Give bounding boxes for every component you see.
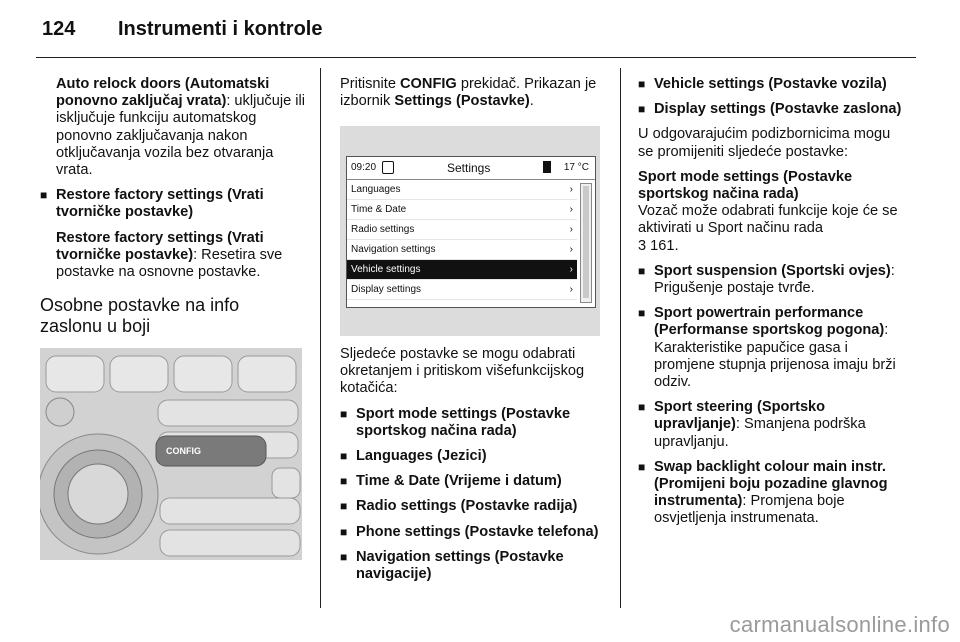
section-heading: Osobne postavke na info zaslonu u boji	[40, 295, 240, 337]
screen-menu-item[interactable]: Display settings ›	[347, 280, 577, 300]
bullet-item: ■ Sport mode settings (Postavke sportskog načina rada)	[340, 406, 608, 440]
column-2	[340, 76, 608, 118]
screen-temperature: 17 °C	[563, 162, 589, 173]
paragraph-intro: Pritisnite CONFIG prekidač. Prikazan je izbornik Settings (Postavke).	[340, 76, 597, 110]
bullet-restore-factory: ■ Restore factory settings (Vrati tvorničke postavke)	[40, 187, 305, 221]
chevron-right-icon: ›	[569, 204, 573, 215]
chevron-right-icon: ›	[569, 284, 573, 295]
page-number: 124	[42, 18, 76, 40]
bullet-item: ■ Display settings (Postavke zaslona)	[638, 101, 908, 118]
console-illustration	[40, 348, 302, 560]
screen-time: 09:20	[351, 162, 377, 173]
paragraph-restore-factory: Restore factory settings (Vrati tvorničke postavke): Resetira sve postavke na osnovne postavke.	[56, 229, 283, 281]
column-divider	[620, 68, 621, 608]
sub-heading: Sport mode settings (Postavke sportskog načina rada)	[638, 168, 853, 203]
thermometer-icon	[543, 161, 551, 173]
column-1	[40, 76, 305, 337]
settings-screen	[346, 156, 596, 308]
page-header	[0, 0, 960, 70]
screen-scrollbar[interactable]	[580, 183, 592, 303]
screen-menu-item-selected[interactable]: Vehicle settings ›	[347, 260, 577, 280]
paragraph-sport-mode: Vozač može odabrati funkcije koje će se aktivirati u Sport načinu rada 3 161.	[638, 203, 898, 254]
bullet-item: ■ Vehicle settings (Postavke vozila)	[638, 76, 908, 93]
settings-screen-figure	[340, 126, 600, 336]
chevron-right-icon: ›	[569, 264, 573, 275]
screen-menu-item[interactable]: Navigation settings ›	[347, 240, 577, 260]
screen-title: Settings	[447, 161, 491, 175]
screen-menu-item[interactable]: Radio settings ›	[347, 220, 577, 240]
paragraph-options: Sljedeće postavke se mogu odabrati okretanjem i pritiskom višefunkcijskog kotačića:	[340, 346, 585, 397]
screen-menu-item[interactable]: Languages ›	[347, 180, 577, 200]
phone-icon	[382, 161, 394, 174]
bullet-item: ■ Phone settings (Postavke telefona)	[340, 524, 608, 541]
chevron-right-icon: ›	[569, 184, 573, 195]
bullet-item: ■ Sport steering (Sportsko upravljanje): Smanjena podrška upravljanju.	[638, 399, 908, 451]
bullet-item: ■ Time & Date (Vrijeme i datum)	[340, 473, 608, 490]
page-reference[interactable]: 3 161.	[638, 237, 679, 254]
chevron-right-icon: ›	[569, 244, 573, 255]
column-2-lower	[340, 346, 608, 591]
bullet-item: ■ Languages (Jezici)	[340, 448, 608, 465]
chevron-right-icon: ›	[569, 224, 573, 235]
config-button-label: CONFIG	[166, 446, 201, 456]
bullet-item: ■ Sport powertrain performance (Performanse sportskog pogona): Karakteristike papučice gasa i promjene stupnja prijenosa imaju brži odziv.	[638, 305, 908, 391]
bullet-item: ■ Sport suspension (Sportski ovjes): Prigušenje postaje tvrđe.	[638, 263, 908, 297]
bullet-item: ■ Radio settings (Postavke radija)	[340, 498, 608, 515]
page-title: Instrumenti i kontrole	[118, 18, 323, 40]
screen-menu-item[interactable]: Time & Date ›	[347, 200, 577, 220]
footer-watermark: carmanualsonline.info	[729, 612, 950, 637]
screen-header	[347, 157, 595, 180]
column-divider	[320, 68, 321, 608]
paragraph-submenus: U odgovarajućim podizbornicima mogu se promijeniti sljedeće postavke:	[638, 126, 891, 160]
header-divider	[36, 57, 916, 58]
column-3	[638, 76, 908, 536]
bullet-item: ■ Navigation settings (Postavke navigacije)	[340, 549, 608, 583]
bullet-item: ■ Swap backlight colour main instr. (Promijeni boju pozadine glavnog instrumenta): Promjena boje osvjetljenja instrumenata.	[638, 459, 908, 528]
paragraph-auto-relock: Auto relock doors (Automatski ponovno zaključaj vrata): uključuje ili isključuje funkciju automatskog ponovno zaključavanja nakon otključavanja vozila bez otvaranja vrata.	[56, 76, 305, 179]
